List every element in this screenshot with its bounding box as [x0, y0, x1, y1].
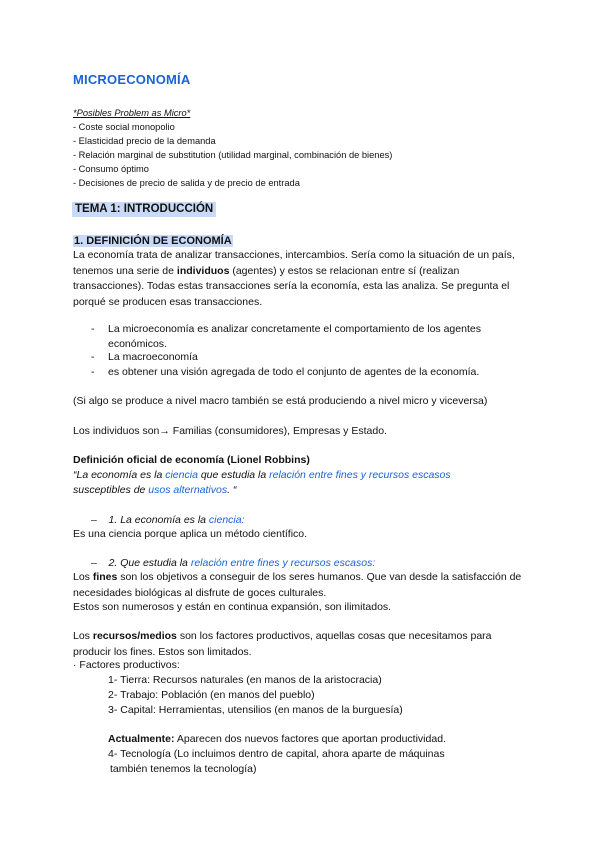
- factores-heading: · Factores productivos:: [73, 659, 180, 671]
- point-1-body: Es una ciencia porque aplica un método científico.: [73, 528, 308, 540]
- robbins-quote-line1: “La economía es la ciencia que estudia la relación entre fines y recursos escasos: [73, 469, 451, 481]
- list-item: 3- Capital: Herramientas, utensilios (en manos de la burguesía): [108, 704, 403, 716]
- posibles-heading: *Posibles Problem as Micro*: [73, 108, 191, 118]
- bullet-text: La microeconomía es analizar concretamente el comportamiento de los agentes económicos.: [108, 323, 481, 350]
- bullet-text: es obtener una visión agregada de todo el conjunto de agentes de la economía.: [108, 366, 480, 378]
- list-item: - Consumo óptimo: [73, 164, 149, 174]
- list-item: - Relación marginal de substitution (utilidad marginal, combinación de bienes): [73, 150, 393, 160]
- fines-paragraph: Los fines son los objetivos a conseguir de los seres humanos. Que van desde la satisfacción de necesidades biológicas al disfrute de goces culturales.: [73, 571, 522, 599]
- individuos-line: Los individuos son→ Familias (consumidores), Empresas y Estado.: [73, 425, 387, 437]
- list-item: 2- Trabajo: Población (en manos del pueblo): [108, 689, 315, 701]
- bullet-dash: -: [91, 366, 95, 378]
- robbins-quote-line2: susceptibles de usos alternativos. “: [73, 484, 237, 496]
- bullet-dash: -: [91, 323, 95, 335]
- recursos-paragraph: Los recursos/medios son los factores productivos, aquellas cosas que necesitamos para producir los fines. Estos son limitados.: [73, 630, 492, 658]
- bullet-dash: -: [91, 351, 95, 363]
- posibles-list: [73, 120, 392, 190]
- list-item: - Elasticidad precio de la demanda: [73, 136, 216, 146]
- section-heading: 1. DEFINICIÓN DE ECONOMÍA: [74, 235, 232, 247]
- fines-note: Estos son numerosos y están en continua expansión, son ilimitados.: [73, 601, 392, 613]
- point-dash: –: [91, 514, 97, 526]
- point-2-heading: – 2. Que estudia la relación entre fines y recursos escasos:: [91, 557, 376, 569]
- document-title: MICROECONOMÍA: [73, 72, 191, 87]
- actualmente-line: Actualmente: Aparecen dos nuevos factores que aportan productividad.: [108, 733, 446, 745]
- point-dash: –: [91, 557, 97, 569]
- robbins-heading: Definición oficial de economía (Lionel Robbins): [73, 454, 310, 466]
- tema-heading: TEMA 1: INTRODUCCIÓN: [72, 202, 216, 217]
- intro-paragraph: La economía trata de analizar transacciones, intercambios. Sería como la situación de un país, tenemos una serie de individuos (agentes) y estos se relacionan entre sí (realizan transacciones). Todas estas transacciones sería la economía, esta las analiza. Se pregunta el porqué se producen esas transacciones.: [73, 249, 515, 308]
- list-item: - Decisiones de precio de salida y de precio de entrada: [73, 178, 300, 188]
- bullet-text: La macroeconomía: [108, 351, 198, 363]
- tecnologia-line-1: 4- Tecnología (Lo incluimos dentro de capital, ahora aparte de máquinas: [108, 748, 445, 760]
- list-item: 1- Tierra: Recursos naturales (en manos de la aristocracia): [108, 674, 382, 686]
- tecnologia-line-2: también tenemos la tecnología): [110, 763, 257, 775]
- point-1-heading: – 1. La economía es la ciencia:: [91, 514, 245, 526]
- list-item: - Coste social monopolio: [73, 122, 175, 132]
- macro-micro-note: (Si algo se produce a nivel macro también se está produciendo a nivel micro y viceversa): [73, 395, 488, 407]
